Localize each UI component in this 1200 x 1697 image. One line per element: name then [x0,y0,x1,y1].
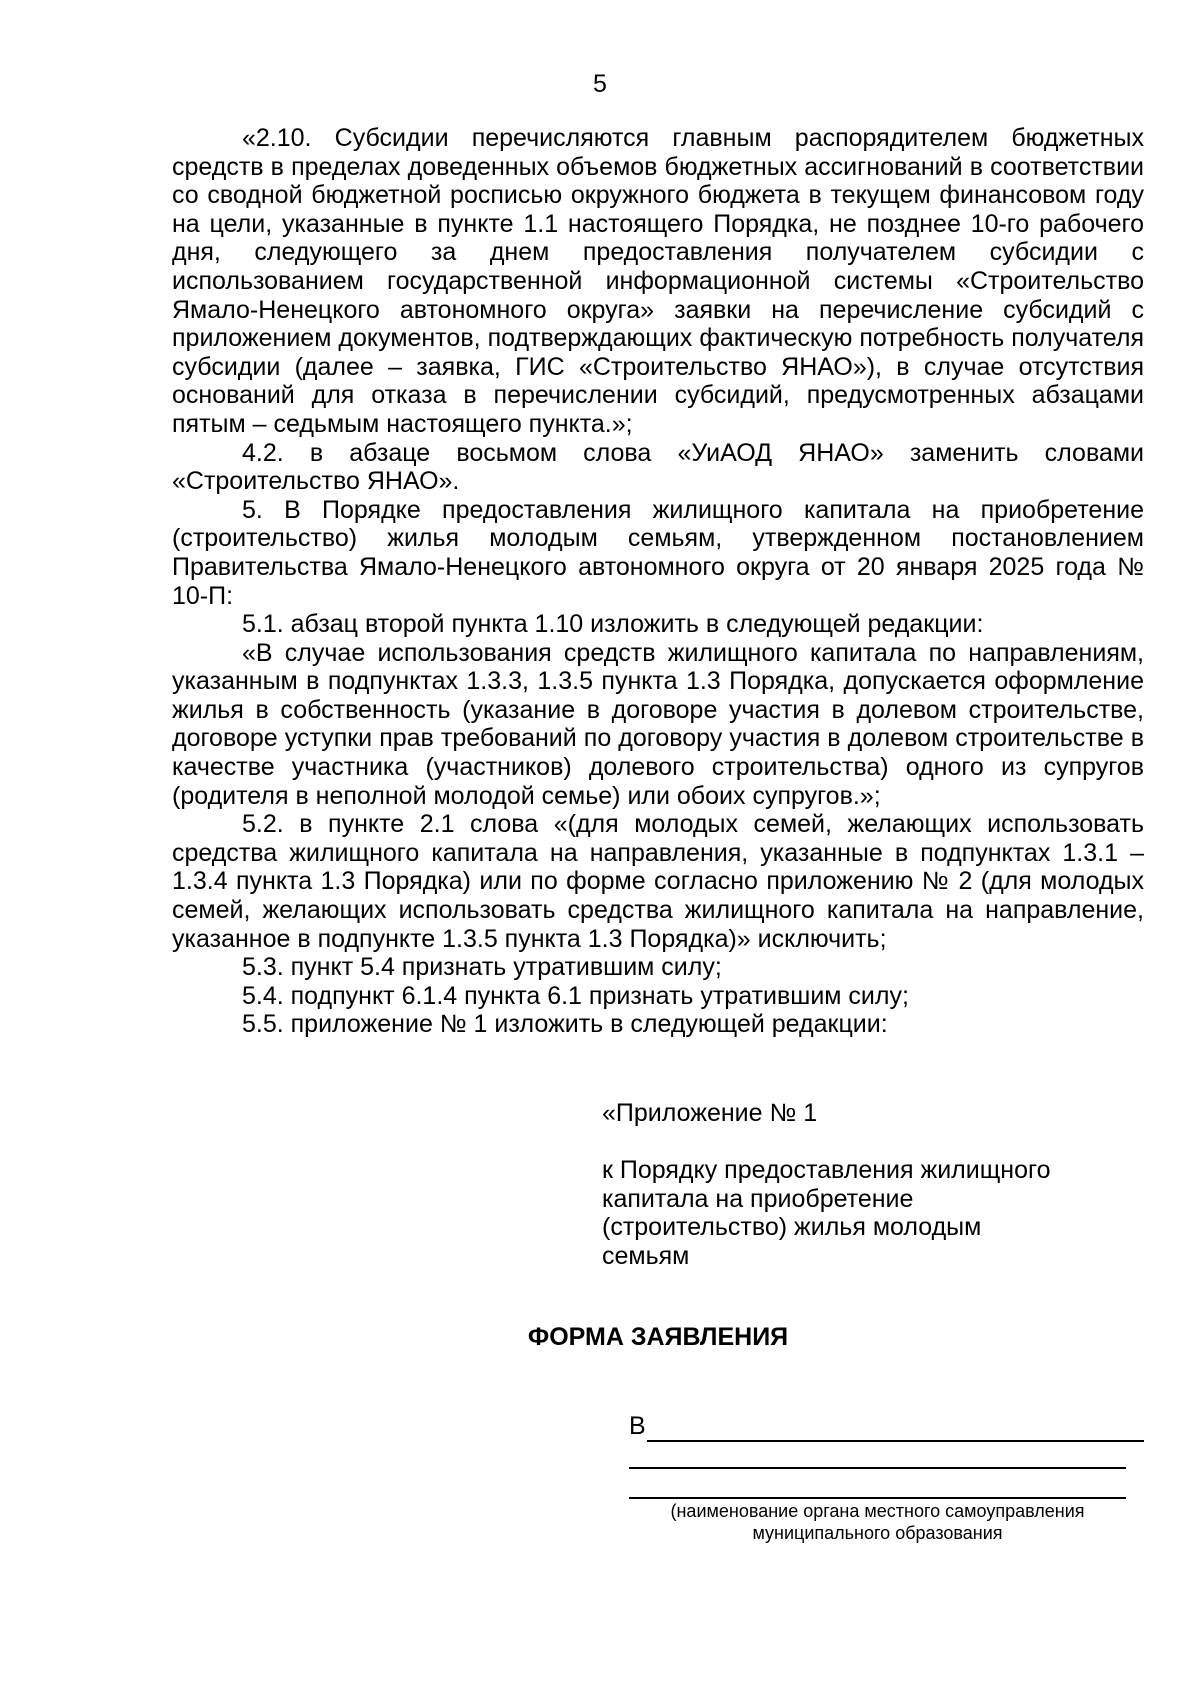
paragraph-5-4: 5.4. подпункт 6.1.4 пункта 6.1 признать утратившим силу; [242,981,909,1010]
appendix-line: (строительство) жилья молодым [602,1213,982,1242]
appendix-line: семьям [602,1241,690,1270]
paragraph-4-2: 4.2. в абзаце восьмом слова «УиАОД ЯНАО» заменить словами «Строительство ЯНАО». [172,438,1144,496]
page-number: 5 [593,70,607,98]
recipient-hint-line: муниципального образования [752,1523,1003,1543]
recipient-blank-line [629,1467,1126,1469]
paragraph-5-3: 5.3. пункт 5.4 признать утратившим силу; [242,953,722,982]
recipient-block [629,1412,1144,1552]
appendix-title: «Приложение № 1 [602,1099,818,1127]
paragraph-5-1: 5.1. абзац второй пункта 1.10 изложить в следующей редакции: [242,610,984,639]
appendix-line: к Порядку предоставления жилищного [602,1156,1051,1185]
recipient-hint-line: (наименование органа местного самоуправления [670,1501,1085,1521]
appendix-line: капитала на приобретение [602,1184,914,1213]
paragraph-5-5: 5.5. приложение № 1 изложить в следующей редакции: [242,1010,888,1039]
form-title: ФОРМА ЗАЯВЛЕНИЯ [527,1323,789,1351]
paragraph-quote-1-10: «В случае использования средств жилищного капитала по направлениям, указанным в подпунктах 1.3.3, 1.3.5 пункта 1.3 Порядка, допускается оформление жилья в собственность (указание в договоре участия в долевом строительстве, договоре уступки прав требований по договору участия в долевом строительстве в качестве участника (участников) долевого строительства) одного из супругов (родителя в неполной молодой семье) или обоих супругов.»; [172,638,1144,810]
recipient-blank-line [629,1497,1126,1499]
paragraph-5: 5. В Порядке предоставления жилищного капитала на приобретение (строительство) жилья молодым семьям, утвержденном постановлением Правительства Ямало-Ненецкого автономного округа от 20 января 2025 года № 10-П: [172,495,1144,610]
appendix-header [602,1099,1122,1271]
recipient-prefix: В [629,1412,646,1440]
paragraph-2-10: «2.10. Субсидии перечисляются главным распорядителем бюджетных средств в пределах доведенных объемов бюджетных ассигнований в соответствии со сводной бюджетной росписью окружного бюджета в текущем финансовом году на цели, указанные в пункте 1.1 настоящего Порядка, не позднее 10-го рабочего дня, следующего за днем предоставления получателем субсидии с использованием государственной информационной системы «Строительство Ямало-Ненецкого автономного округа» заявки на перечисление субсидий с приложением документов, подтверждающих фактическую потребность получателя субсидии (далее – заявка, ГИС «Строительство ЯНАО»), в случае отсутствия оснований для отказа в перечислении субсидий, предусмотренных абзацами пятым – седьмым настоящего пункта.»; [172,124,1144,438]
recipient-blank-line [647,1440,1144,1442]
recipient-hint [629,1500,1126,1544]
body-text [172,124,1144,1039]
paragraph-5-2: 5.2. в пункте 2.1 слова «(для молодых семей, желающих использовать средства жилищного капитала на направления, указанные в подпунктах 1.3.1 – 1.3.4 пункта 1.3 Порядка) или по форме согласно приложению № 2 (для молодых семей, желающих использовать средства жилищного капитала на направление, указанное в подпункте 1.3.5 пункта 1.3 Порядка)» исключить; [172,810,1144,953]
